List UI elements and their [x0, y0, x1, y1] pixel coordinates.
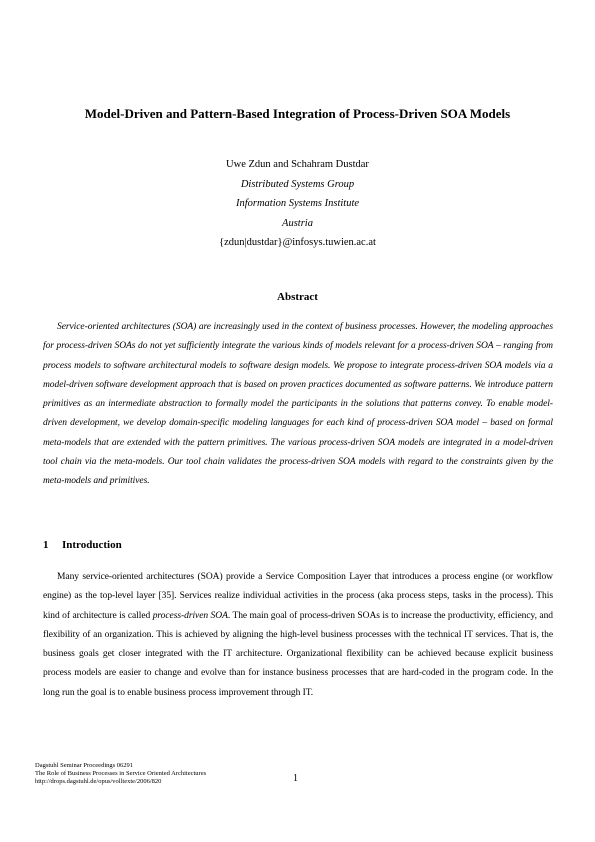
introduction-paragraph [43, 568, 553, 703]
intro-text-part2: . The main goal of process-driven SOAs is to increase the productivity, efficiency, and flexibility of an organization. This is achieved by aligning the high-level business processes with the technical IT services. That is, the business goals get closer integrated with the IT architecture. Organizational flexibility can be achieved because explicit business process models are easier to change and evolve than for instance business processes that are hard-coded in the program code. In the long run the goal is to enable business process improvement through IT. [43, 610, 553, 698]
section-heading-introduction [43, 538, 122, 552]
intro-text-part1: Many service-oriented architectures (SOA) provide a Service Composition Layer that introduces a process engine (or workflow engine) as the top-level layer [35]. Services realize individual activities in the process (aka process steps, tasks in the process). This kind of architecture is called [43, 572, 553, 621]
authors: Uwe Zdun and Schahram Dustdar [226, 159, 369, 170]
section-title: Introduction [62, 539, 122, 551]
paper-title: Model-Driven and Pattern-Based Integration of Process-Driven SOA Models [84, 106, 511, 121]
affiliation-country: Austria [282, 217, 313, 229]
intro-emphasis: process-driven SOA [152, 610, 228, 621]
section-number: 1 [43, 539, 49, 551]
footer-url: http://drops.dagstuhl.de/opus/volltexte/2006/820 [35, 778, 162, 785]
affiliation-group: Distributed Systems Group [240, 178, 355, 190]
author-block [0, 155, 595, 253]
footer-seminar: The Role of Business Processes in Service Oriented Architectures [35, 770, 207, 777]
abstract-heading: Abstract [277, 291, 318, 303]
abstract-text: Service-oriented architectures (SOA) are increasingly used in the context of business processes. However, the modeling approaches for process-driven SOAs do not yet sufficiently integrate the various kinds of models relevant for a process-driven SOA – ranging from process models to software architectural models to software design models. We propose to integrate process-driven SOA models via a model-driven software development approach that is based on proven practices documented as software patterns. We introduce pattern primitives as an intermediate abstraction to formally model the participants in the solutions that patterns convey. To enable model-driven development, we develop domain-specific modeling languages for each kind of process-driven SOA model – based on formal meta-models that are extended with the pattern primitives. The various process-driven SOA models are integrated in a model-driven tool chain via the meta-models. Our tool chain validates the process-driven SOA models with regard to the constraints given by the meta-models and primitives. [43, 322, 553, 487]
author-email: {zdun|dustdar}@infosys.tuwien.ac.at [219, 237, 376, 248]
footer [35, 762, 206, 786]
affiliation-institute: Information Systems Institute [235, 198, 360, 209]
page-number: 1 [293, 773, 298, 784]
footer-proceedings: Dagstuhl Seminar Proceedings 06291 [35, 762, 134, 769]
